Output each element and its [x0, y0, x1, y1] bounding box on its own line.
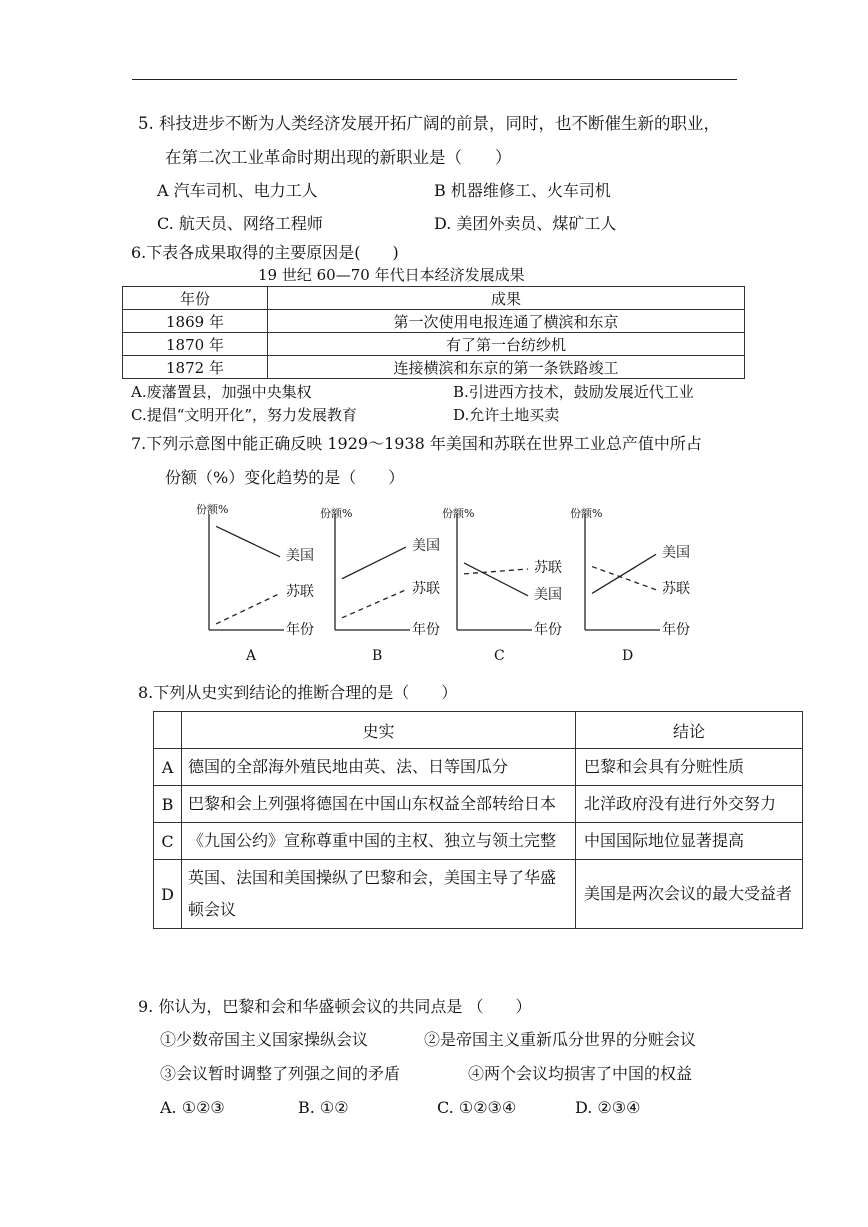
chart-option-letter: D: [622, 648, 634, 664]
q9-item-1: ①少数帝国主义国家操纵会议: [160, 1030, 369, 1049]
column-header-conclusion: 结论: [576, 712, 803, 749]
cell-year: 1869 年: [123, 310, 268, 333]
row-conclusion: 中国国际地位显著提高: [576, 823, 803, 860]
usa-series-label: 美国: [412, 538, 440, 555]
row-fact: 《九国公约》宣称尊重中国的主权、独立与领土完整: [182, 823, 576, 860]
y-axis-label: 份额%: [442, 507, 475, 520]
q5-option-b: B 机器维修工、火车司机: [434, 181, 611, 200]
q9-item-4: ④两个会议均损害了中国的权益: [468, 1064, 693, 1083]
q6-option-b: B.引进西方技术，鼓励发展近代工业: [453, 383, 694, 401]
q6-table-title: 19 世纪 60—70 年代日本经济发展成果: [258, 266, 525, 284]
x-axis-label: 年份: [534, 622, 562, 638]
trend-chart-d: [570, 500, 794, 670]
cell-achievement: 第一次使用电报连通了横滨和东京: [268, 310, 745, 333]
row-key: B: [154, 786, 182, 823]
row-key: D: [154, 860, 182, 929]
x-axis-label: 年份: [286, 622, 314, 638]
usa-series-label: 美国: [662, 545, 690, 562]
q8-stem: 8.下列从史实到结论的推断合理的是（ ）: [138, 683, 458, 702]
row-key: A: [154, 749, 182, 786]
cell-achievement: 有了第一台纺纱机: [268, 333, 745, 356]
q6-table: [122, 286, 745, 379]
x-axis-label: 年份: [662, 622, 690, 638]
table-header-row: [154, 712, 803, 749]
table-row: [123, 356, 745, 379]
y-axis-label: 份额%: [320, 507, 353, 520]
q9-option-d: D. ②③④: [575, 1098, 641, 1117]
row-conclusion: 巴黎和会具有分赃性质: [576, 749, 803, 786]
table-row: [154, 786, 803, 823]
row-fact: 德国的全部海外殖民地由英、法、日等国瓜分: [182, 749, 576, 786]
q5-option-c: C. 航天员、网络工程师: [157, 214, 323, 233]
row-conclusion: 美国是两次会议的最大受益者: [576, 860, 803, 929]
usa-series-line: [216, 526, 280, 557]
q5-stem-line1: 5. 科技进步不断为人类经济发展开拓广阔的前景，同时，也不断催生新的职业，: [138, 114, 720, 133]
table-row: [154, 823, 803, 860]
row-conclusion: 北洋政府没有进行外交努力: [576, 786, 803, 823]
cell-year: 1870 年: [123, 333, 268, 356]
q5-stem-line2: 在第二次工业革命时期出现的新职业是（ ）: [165, 148, 512, 167]
q7-stem-line2: 份额（%）变化趋势的是（ ）: [165, 468, 405, 487]
ussr-series-label: 苏联: [662, 580, 690, 597]
chart-option-letter: B: [372, 648, 383, 664]
ussr-series-line: [592, 567, 656, 590]
q6-stem: 6.下表各成果取得的主要原因是( ): [131, 243, 399, 262]
q9-stem: 9. 你认为，巴黎和会和华盛顿会议的共同点是 （ ）: [138, 997, 532, 1016]
q9-option-c: C. ①②③④: [437, 1098, 517, 1117]
table-row: [154, 860, 803, 929]
usa-series-label: 美国: [286, 547, 314, 564]
ussr-series-label: 苏联: [286, 584, 314, 601]
x-axis-label: 年份: [412, 622, 440, 638]
q7-stem-line1: 7.下列示意图中能正确反映 1929～1938 年美国和苏联在世界工业总产值中所占: [131, 434, 702, 453]
chart-option-letter: A: [246, 648, 257, 664]
ussr-series-label: 苏联: [534, 560, 562, 576]
q9-item-2: ②是帝国主义重新瓜分世界的分赃会议: [424, 1030, 697, 1049]
q5-option-a: A 汽车司机、电力工人: [157, 181, 318, 200]
ussr-series-label: 苏联: [412, 580, 440, 597]
cell-year: 1872 年: [123, 356, 268, 379]
q9-option-a: A. ①②③: [160, 1098, 225, 1117]
table-row: [154, 749, 803, 786]
q6-option-d: D.允许土地买卖: [453, 406, 560, 424]
usa-series-line: [592, 554, 656, 593]
table-header-row: [123, 287, 745, 310]
chart-canvas: [334, 500, 454, 638]
chart-canvas: [208, 500, 328, 638]
row-fact: 英国、法国和美国操纵了巴黎和会，美国主导了华盛顿会议: [182, 860, 576, 929]
cell-achievement: 连接横滨和东京的第一条铁路竣工: [268, 356, 745, 379]
table-row: [123, 333, 745, 356]
row-key: C: [154, 823, 182, 860]
row-fact: 巴黎和会上列强将德国在中国山东权益全部转给日本: [182, 786, 576, 823]
column-header-achievement: 成果: [268, 287, 745, 310]
column-header-year: 年份: [123, 287, 268, 310]
q6-option-c: C.提倡“文明开化”，努力发展教育: [131, 406, 358, 424]
header-rule: [132, 79, 737, 80]
table-row: [123, 310, 745, 333]
ussr-series-line: [342, 590, 406, 618]
q9-option-b: B. ①②: [298, 1098, 349, 1117]
chart-option-letter: C: [494, 648, 505, 664]
q8-table: [153, 711, 803, 929]
chart-canvas: [584, 500, 704, 638]
ussr-series-line: [216, 593, 280, 624]
q5-option-d: D. 美团外卖员、煤矿工人: [434, 214, 617, 233]
column-header-fact: 史实: [182, 712, 576, 749]
column-header-key: [154, 712, 182, 749]
y-axis-label: 份额%: [570, 507, 603, 520]
ussr-series-line: [464, 569, 528, 574]
usa-series-line: [464, 563, 528, 596]
q6-option-a: A.废藩置县，加强中央集权: [131, 383, 312, 401]
y-axis-label: 份额%: [196, 503, 229, 516]
usa-series-label: 美国: [534, 586, 562, 603]
usa-series-line: [342, 547, 406, 579]
q9-item-3: ③会议暂时调整了列强之间的矛盾: [160, 1064, 401, 1083]
